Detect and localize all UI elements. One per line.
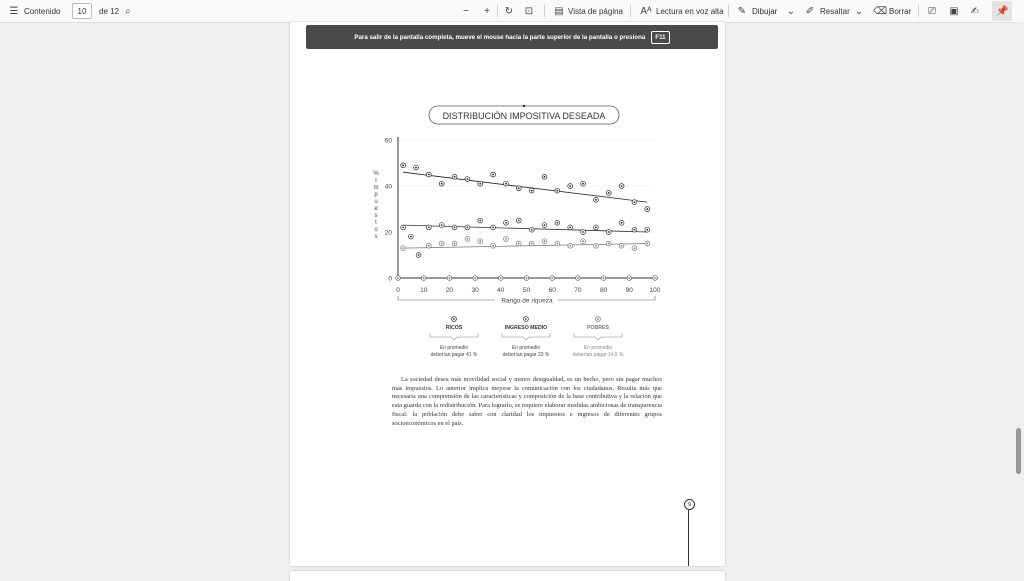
data-point-center-0 xyxy=(595,199,597,201)
vertical-scrollbar-thumb[interactable] xyxy=(1016,428,1021,474)
legend-bracket xyxy=(502,333,550,340)
save-button[interactable] xyxy=(948,0,960,22)
data-point-center-2 xyxy=(621,245,623,247)
data-point-center-1 xyxy=(531,229,533,231)
page-view-label: Vista de página xyxy=(568,6,624,16)
highlight-options-dropdown[interactable] xyxy=(853,0,865,22)
erase-button[interactable] xyxy=(873,0,911,22)
f11-key-badge: F11 xyxy=(651,31,669,44)
data-point-center-1 xyxy=(595,227,597,229)
contents-button[interactable] xyxy=(8,0,60,22)
fit-page-icon: ⊡ xyxy=(524,5,534,17)
y-axis-label-letter: m xyxy=(373,185,379,191)
data-point-center-0 xyxy=(415,167,417,169)
data-point-center-1 xyxy=(402,227,404,229)
y-axis-label-letter: I xyxy=(375,178,377,184)
data-point-center-2 xyxy=(466,238,468,240)
data-point-center-1 xyxy=(410,236,412,238)
data-point-center-2 xyxy=(518,243,520,245)
data-point-center-2 xyxy=(646,243,648,245)
data-point-center-2 xyxy=(505,238,507,240)
data-point-center-2 xyxy=(441,243,443,245)
highlight-button[interactable] xyxy=(804,0,850,22)
data-point-center-0 xyxy=(556,190,558,192)
baseline-point-center xyxy=(474,277,476,279)
minus-icon: − xyxy=(463,5,469,17)
plus-icon: + xyxy=(484,5,490,17)
draw-label: Dibujar xyxy=(752,6,778,16)
chevron-down-icon: ⌄ xyxy=(854,5,864,17)
body-text: La sociedad desea más movilidad social y menor desigualdad, es un hecho, pero sin pagar muchos más impuestos. Lo anterior implica mejorar la comunicación con los ciudadanos. Resulta más que necesaria una comprensión de las características y composición de la base contributiva y la relación que esta guarda con la redistribución. Para lograrlo, se requiere elaborar medidas ambiciosas de transparencia fiscal: la población debe saber con claridad los impuestos e ingresos de diferentes grupos socioeconómicos en el país. xyxy=(392,376,662,427)
data-point-center-0 xyxy=(634,201,636,203)
y-axis-label-letter: o xyxy=(374,227,378,233)
toolbar-divider xyxy=(918,5,919,17)
data-point-center-2 xyxy=(608,243,610,245)
data-point-center-1 xyxy=(454,227,456,229)
legend-marker-center xyxy=(597,318,599,320)
search-icon: ⌕ xyxy=(125,5,131,17)
legend-label: INGRESO MEDIO xyxy=(504,325,548,331)
data-point-center-0 xyxy=(492,174,494,176)
highlighter-icon: ✐ xyxy=(805,5,815,17)
data-point-center-2 xyxy=(428,245,430,247)
baseline-point-center xyxy=(449,277,451,279)
save-icon: ▣ xyxy=(949,5,959,17)
baseline-point-center xyxy=(423,277,425,279)
baseline-point-center xyxy=(397,277,399,279)
legend-caption-line2: deberían pagar 23 % xyxy=(502,352,550,358)
legend-marker-center xyxy=(525,318,527,320)
tax-distribution-chart xyxy=(290,100,725,370)
data-point-center-0 xyxy=(569,185,571,187)
data-point-center-1 xyxy=(441,224,443,226)
legend-marker-center xyxy=(453,318,455,320)
toolbar-divider xyxy=(497,5,498,17)
data-point-center-2 xyxy=(492,245,494,247)
data-point-center-0 xyxy=(466,178,468,180)
page-number-badge: 9 xyxy=(684,499,695,510)
x-tick-label: 10 xyxy=(420,287,428,294)
rotate-button[interactable] xyxy=(503,0,515,22)
draw-pen-icon: ✎ xyxy=(737,5,747,17)
data-point-center-2 xyxy=(479,240,481,242)
data-point-center-1 xyxy=(544,224,546,226)
rotate-icon: ↻ xyxy=(504,5,514,17)
data-point-center-1 xyxy=(556,222,558,224)
reader-icon: ⎚ xyxy=(928,5,936,17)
data-point-center-1 xyxy=(569,227,571,229)
legend-caption-line2: deberían pagar 41 % xyxy=(430,352,478,358)
save-as-icon: ✍ xyxy=(970,5,980,17)
y-axis-label-letter: s xyxy=(374,234,378,240)
x-tick-label: 50 xyxy=(522,287,531,294)
zoom-out-button[interactable] xyxy=(460,0,472,22)
y-axis-label-letter: e xyxy=(374,206,378,212)
data-point-center-0 xyxy=(646,208,648,210)
data-point-center-2 xyxy=(595,245,597,247)
page-view-icon: ▤ xyxy=(554,5,564,17)
toolbar-divider xyxy=(630,5,631,17)
save-as-button[interactable] xyxy=(969,0,981,22)
contents-label: Contenido xyxy=(24,6,61,16)
data-point-center-0 xyxy=(479,183,481,185)
data-point-center-1 xyxy=(634,229,636,231)
data-point-center-2 xyxy=(454,243,456,245)
y-axis-label-letter: p xyxy=(374,192,378,198)
chart-title-dot xyxy=(523,105,525,107)
legend-label: POBRES xyxy=(587,325,609,331)
next-pdf-page xyxy=(290,571,725,581)
read-aloud-button[interactable] xyxy=(640,0,724,22)
data-point-center-1 xyxy=(608,231,610,233)
fullscreen-exit-banner xyxy=(306,25,718,49)
data-point-center-1 xyxy=(418,254,420,256)
zoom-in-button[interactable] xyxy=(481,0,493,22)
x-tick-label: 100 xyxy=(649,287,661,294)
data-point-center-0 xyxy=(428,174,430,176)
body-paragraph xyxy=(392,376,662,428)
y-axis-label-letter: t xyxy=(375,220,377,226)
baseline-point-center xyxy=(603,277,605,279)
x-tick-label: 0 xyxy=(396,287,400,294)
trend-line-0 xyxy=(403,172,647,202)
immersive-reader-button[interactable] xyxy=(926,0,938,22)
data-point-center-0 xyxy=(608,192,610,194)
draw-button[interactable] xyxy=(736,0,777,22)
x-tick-label: 60 xyxy=(548,287,556,294)
y-axis-label-letter: u xyxy=(374,199,378,205)
data-point-center-0 xyxy=(454,176,456,178)
fit-button[interactable] xyxy=(523,0,535,22)
data-point-center-1 xyxy=(466,227,468,229)
baseline-point-center xyxy=(551,277,553,279)
data-point-center-1 xyxy=(492,227,494,229)
chevron-down-icon: ⌄ xyxy=(786,5,796,17)
x-tick-label: 80 xyxy=(599,287,608,294)
page-number-input[interactable]: 10 xyxy=(72,3,92,19)
legend-bracket xyxy=(430,333,478,340)
baseline-point-center xyxy=(629,277,631,279)
chart-title: DISTRIBUCIÓN IMPOSITIVA DESEADA xyxy=(442,111,606,121)
data-point-center-1 xyxy=(428,227,430,229)
legend-caption-line1: En promedio xyxy=(583,345,613,351)
pin-icon: 📌 xyxy=(996,5,1009,17)
read-aloud-icon: Aᴬ xyxy=(640,5,652,17)
data-point-center-1 xyxy=(646,229,648,231)
legend-caption-line1: En promedio xyxy=(439,345,469,351)
x-tick-label: 40 xyxy=(497,287,505,294)
y-axis-label-letter: % xyxy=(373,171,379,177)
x-axis-label: Rango de riqueza xyxy=(501,297,553,305)
y-tick-label: 60 xyxy=(384,137,392,145)
data-point-center-2 xyxy=(544,240,546,242)
data-point-center-1 xyxy=(621,222,623,224)
baseline-point-center xyxy=(526,277,528,279)
baseline-point-center xyxy=(654,277,656,279)
banner-text: Para salir de la pantalla completa, mueve el mouse hacia la parte superior de la pantalla o presiona xyxy=(354,33,646,41)
x-tick-label: 90 xyxy=(625,287,633,294)
vertical-scrollbar-track[interactable] xyxy=(1014,22,1024,576)
y-tick-label: 20 xyxy=(384,229,392,237)
toolbar-divider xyxy=(544,5,545,17)
legend-label: RICOS xyxy=(445,325,463,331)
read-aloud-label: Lectura en voz alta xyxy=(656,6,724,16)
legend-caption-line1: En promedio xyxy=(511,345,541,351)
contents-list-icon: ☰ xyxy=(9,5,19,17)
pdf-toolbar xyxy=(0,0,1024,23)
page-total-label: de 12 xyxy=(99,6,120,16)
data-point-center-2 xyxy=(569,245,571,247)
erase-label: Borrar xyxy=(889,6,912,16)
toolbar-divider xyxy=(728,5,729,17)
page-view-button[interactable] xyxy=(553,0,623,22)
data-point-center-0 xyxy=(505,183,507,185)
data-point-center-2 xyxy=(402,247,404,249)
find-button[interactable] xyxy=(122,0,134,22)
data-point-center-0 xyxy=(544,176,546,178)
y-tick-label: 0 xyxy=(388,275,392,283)
data-point-center-1 xyxy=(505,222,507,224)
draw-options-dropdown[interactable] xyxy=(785,0,797,22)
x-tick-label: 30 xyxy=(471,287,479,294)
data-point-center-2 xyxy=(556,243,558,245)
data-point-center-0 xyxy=(518,187,520,189)
baseline-point-center xyxy=(500,277,502,279)
data-point-center-2 xyxy=(582,240,584,242)
pin-toolbar-button[interactable] xyxy=(992,1,1012,21)
legend-caption-line2: deberían pagar 14.5 % xyxy=(572,352,624,358)
data-point-center-1 xyxy=(479,220,481,222)
data-point-center-1 xyxy=(582,231,584,233)
y-axis-label-letter: s xyxy=(374,213,378,219)
page-number-rule xyxy=(688,510,689,566)
data-point-center-2 xyxy=(531,243,533,245)
data-point-center-0 xyxy=(441,183,443,185)
y-tick-label: 40 xyxy=(384,183,392,191)
legend-bracket xyxy=(574,333,622,340)
data-point-center-1 xyxy=(518,220,520,222)
highlight-label: Resaltar xyxy=(820,6,850,16)
data-point-center-2 xyxy=(634,247,636,249)
data-point-center-0 xyxy=(402,164,404,166)
x-tick-label: 70 xyxy=(574,287,582,294)
data-point-center-0 xyxy=(582,183,584,185)
baseline-point-center xyxy=(577,277,579,279)
data-point-center-0 xyxy=(621,185,623,187)
data-point-center-0 xyxy=(531,190,533,192)
x-tick-label: 20 xyxy=(445,287,454,294)
eraser-icon: ⌫ xyxy=(873,5,888,17)
